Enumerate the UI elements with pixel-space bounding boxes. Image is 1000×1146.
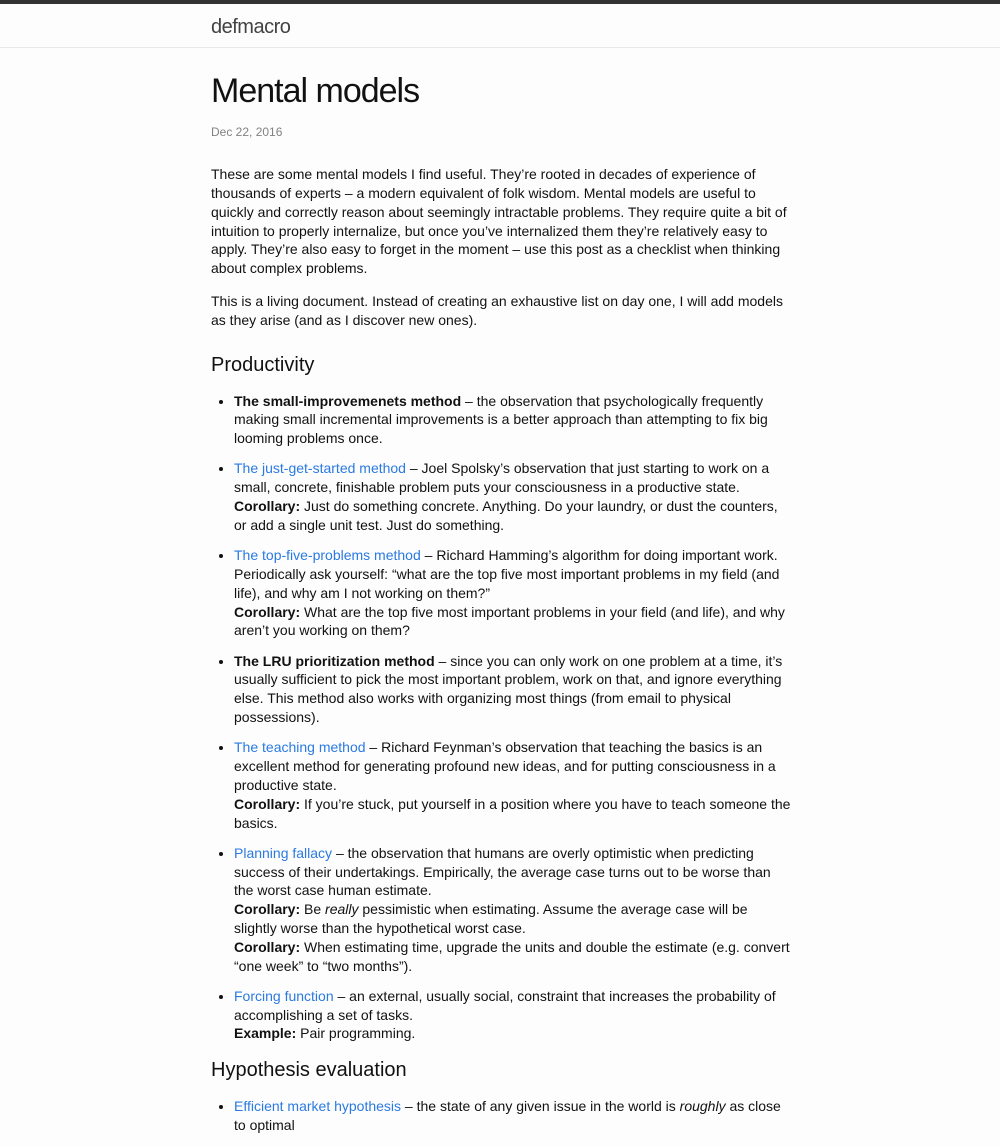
model-description: – an external, usually social, constraint that increases the probability of accomplishing a set of tasks. [234, 987, 776, 1023]
note-text: pessimistic when estimating. Assume the average case will be slightly worse than the hypothetical worst case. [234, 901, 748, 936]
section-heading-hypothesis-evaluation: Hypothesis evaluation [211, 1059, 407, 1082]
note-label: Corollary: [234, 795, 301, 812]
intro-paragraph: These are some mental models I find useful. They’re rooted in decades of experience of thousands of experts – a modern equivalent of folk wisdom. Mental models are useful to quickly and correctly reason about seemingly intractable problems. They require quite a bit of intuition to properly internalize, but once you’ve internalized them they’re relatively easy to apply. They’re also easy to forget in the moment – use this post as a checklist when thinking about complex problems. [211, 166, 787, 277]
model-description: – Richard Hamming’s algorithm for doing important work. Periodically ask yourself: “what are the top five most important problems in my field (and life), and why am I not working on them?” [234, 547, 780, 601]
hypothesis-list [234, 1097, 791, 1135]
note-label: Corollary: [234, 901, 301, 918]
list-item [234, 987, 791, 1043]
post-date: Dec 22, 2016 [211, 125, 283, 139]
model-note [234, 795, 791, 833]
model-link[interactable]: Planning fallacy [234, 844, 333, 861]
model-link[interactable]: Forcing function [234, 987, 334, 1004]
intro-paragraph: This is a living document. Instead of creating an exhaustive list on day one, I will add models as they arise (and as I discover new ones). [211, 292, 783, 328]
post-title: Mental models [211, 72, 420, 110]
site-title-link[interactable]: defmacro [211, 16, 291, 38]
list-item [234, 459, 791, 534]
model-name: The small-improvemenets method [234, 392, 462, 409]
model-emphasis: roughly [679, 1098, 726, 1115]
model-note [234, 1024, 791, 1043]
list-item [234, 546, 791, 640]
list-item [234, 392, 791, 448]
list-item [234, 738, 791, 832]
model-description-pre: – the state of any given issue in the world is [401, 1098, 680, 1115]
model-link[interactable]: The just-get-started method [234, 460, 406, 477]
model-description: – Joel Spolsky’s observation that just starting to work on a small, concrete, finishable problem puts your consciousness in a productive state. [234, 460, 770, 496]
note-text-pre: Be [300, 901, 326, 918]
list-item [234, 1097, 791, 1135]
list-item [234, 652, 791, 727]
note-text: Just do something concrete. Anything. Do your laundry, or dust the counters, or add a single unit test. Just do something. [234, 498, 778, 533]
model-link[interactable]: Efficient market hypothesis [234, 1098, 402, 1115]
model-description: – since you can only work on one problem at a time, it’s usually sufficient to pick the most important problem, work on that, and ignore everything else. This method also works with organizing most things (from email to physical possessions). [234, 652, 783, 726]
model-link[interactable]: The teaching method [234, 739, 366, 756]
note-label: Corollary: [234, 498, 301, 515]
model-note [234, 900, 791, 938]
note-text: Pair programming. [296, 1025, 416, 1042]
model-description: as close to optimal [234, 1098, 781, 1134]
model-description: – the observation that psychologically frequently making small incremental improvements is a better approach than attempting to fix big looming problems once. [234, 392, 768, 447]
productivity-list [234, 392, 791, 1044]
section-heading-productivity: Productivity [211, 353, 315, 376]
post-intro [211, 165, 791, 329]
note-text: When estimating time, upgrade the units and double the estimate (e.g. convert “one week” to “two months”). [234, 938, 790, 974]
note-text: If you’re stuck, put yourself in a position where you have to teach someone the basics. [234, 795, 791, 831]
note-label: Corollary: [234, 603, 301, 620]
post-content [211, 70, 791, 1146]
model-note [234, 603, 791, 641]
model-description: – the observation that humans are overly optimistic when predicting success of their undertakings. Empirically, the average case turns out to be worse than the worst case human estimate. [234, 844, 771, 899]
note-emphasis: really [325, 901, 359, 918]
note-label: Corollary: [234, 938, 301, 955]
note-text: What are the top five most important problems in your field (and life), and why aren’t you working on them? [234, 603, 785, 639]
model-note [234, 497, 791, 535]
model-link[interactable]: The top-five-problems method [234, 547, 421, 564]
model-name: The LRU prioritization method [234, 652, 435, 669]
list-item [234, 844, 791, 976]
model-description: – Richard Feynman’s observation that teaching the basics is an excellent method for generating profound new ideas, and for putting consciousness in a productive state. [234, 739, 776, 793]
model-note [234, 938, 791, 976]
note-label: Example: [234, 1025, 297, 1042]
site-header [0, 4, 1000, 48]
